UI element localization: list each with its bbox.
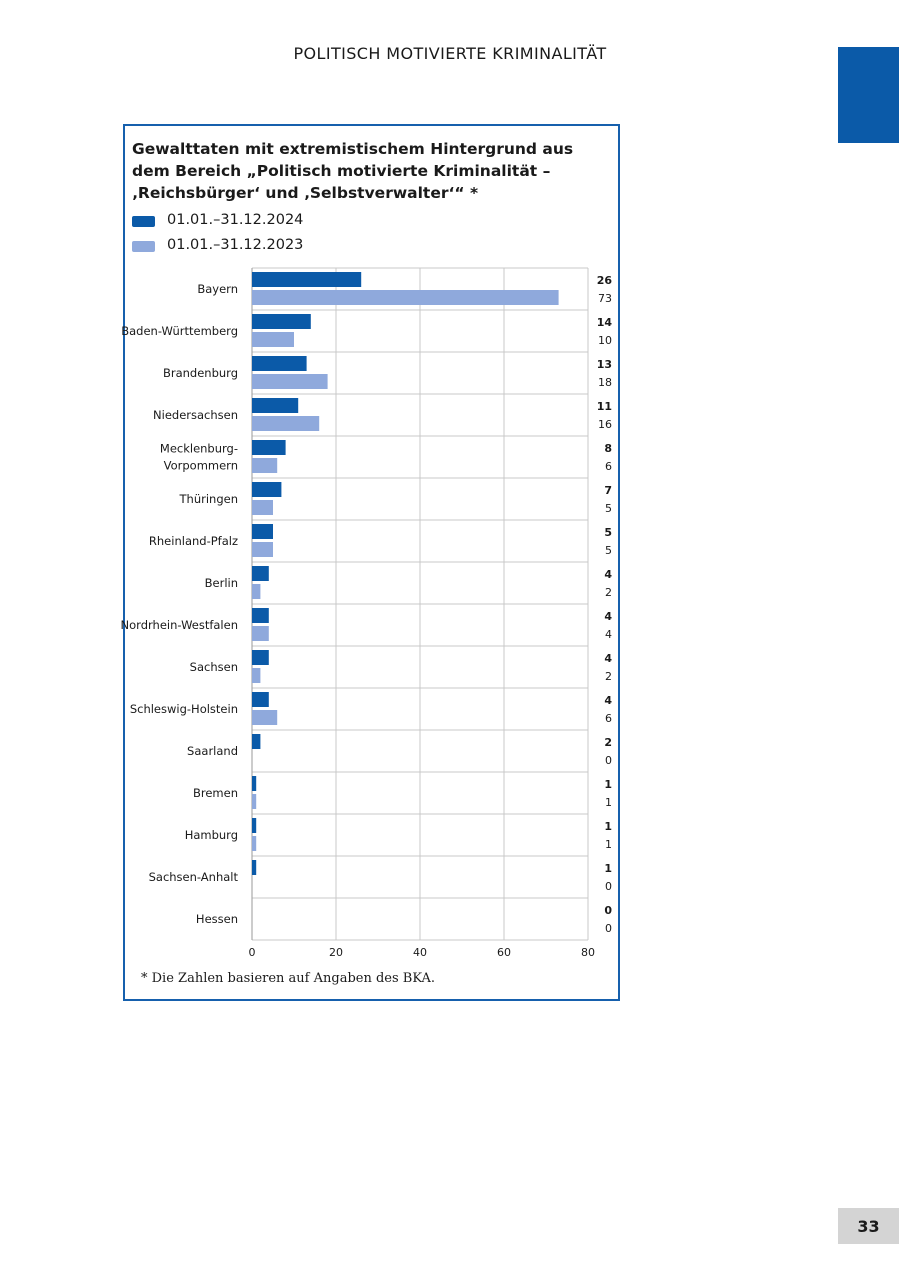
- bar-2024: [252, 440, 286, 455]
- value-label-2023: 10: [598, 334, 612, 347]
- chart-footnote: * Die Zahlen basieren auf Angaben des BKA.: [141, 971, 436, 986]
- bar-2023: [252, 584, 260, 599]
- value-label-2024: 7: [604, 484, 612, 497]
- bar-2023: [252, 836, 256, 851]
- category-label: Niedersachsen: [153, 408, 238, 422]
- category-label: Schleswig-Holstein: [129, 702, 238, 716]
- bar-2023: [252, 668, 260, 683]
- bar-2024: [252, 524, 273, 539]
- bar-2024: [252, 734, 260, 749]
- value-label-2024: 1: [604, 862, 612, 875]
- bar-2024: [252, 692, 269, 707]
- bar-2024: [252, 776, 256, 791]
- value-label-2023: 73: [598, 292, 612, 305]
- category-label: Sachsen-Anhalt: [148, 870, 238, 884]
- category-label: Berlin: [204, 576, 238, 590]
- x-tick-label: 20: [329, 946, 343, 959]
- bar-2024: [252, 860, 256, 875]
- chart-title: Gewalttaten mit extremistischem Hintergrund aus dem Bereich „Politisch motivierte Kriminalität – ‚Reichsbürger‘ und ‚Selbstverwalter‘“ *: [132, 140, 574, 202]
- value-label-2024: 26: [596, 274, 612, 287]
- bar-2024: [252, 608, 269, 623]
- x-tick-label: 40: [413, 946, 427, 959]
- bar-2023: [252, 626, 269, 641]
- category-label: Bayern: [197, 282, 238, 296]
- bar-2023: [252, 374, 328, 389]
- bar-2024: [252, 272, 361, 287]
- category-label: Mecklenburg-: [159, 441, 238, 456]
- value-label-2024: 4: [604, 652, 612, 665]
- bar-2023: [252, 458, 277, 473]
- bar-2024: [252, 482, 281, 497]
- value-label-2023: 2: [605, 586, 612, 599]
- bar-2023: [252, 710, 277, 725]
- page-header: POLITISCH MOTIVIERTE KRIMINALITÄT: [293, 44, 607, 63]
- bar-2023: [252, 332, 294, 347]
- value-label-2023: 0: [605, 754, 612, 767]
- category-label: Hessen: [195, 912, 238, 926]
- category-label: Saarland: [187, 744, 238, 758]
- category-label: Vorpommern: [163, 458, 238, 473]
- category-label: Sachsen: [189, 660, 238, 674]
- value-label-2024: 1: [604, 820, 612, 833]
- bar-2023: [252, 290, 559, 305]
- x-tick-label: 60: [497, 946, 511, 959]
- category-label: Bremen: [192, 786, 238, 800]
- bar-2024: [252, 398, 298, 413]
- x-tick-label: 0: [248, 946, 256, 959]
- bar-2023: [252, 416, 319, 431]
- bar-2024: [252, 356, 307, 371]
- legend-label-2023: 01.01.–31.12.2023: [167, 237, 304, 253]
- value-label-2023: 0: [605, 922, 612, 935]
- value-label-2024: 14: [596, 316, 612, 329]
- category-label: Thüringen: [179, 492, 238, 506]
- value-label-2023: 1: [605, 838, 612, 851]
- value-label-2023: 6: [605, 712, 612, 725]
- value-label-2023: 5: [605, 544, 612, 557]
- value-label-2023: 4: [605, 628, 612, 641]
- value-label-2023: 1: [605, 796, 612, 809]
- bar-2023: [252, 794, 256, 809]
- bar-2023: [252, 500, 273, 515]
- bar-2024: [252, 650, 269, 665]
- value-label-2024: 4: [604, 568, 612, 581]
- bar-2024: [252, 314, 311, 329]
- legend-label-2024: 01.01.–31.12.2024: [167, 212, 304, 228]
- category-label: Rheinland-Pfalz: [148, 534, 238, 548]
- category-label: Hamburg: [184, 828, 238, 842]
- category-label: Nordrhein-Westfalen: [120, 618, 238, 632]
- value-label-2024: 4: [604, 610, 612, 623]
- value-label-2024: 2: [604, 736, 612, 749]
- value-label-2024: 1: [604, 778, 612, 791]
- page-number: 33: [838, 1208, 899, 1244]
- bar-2023: [252, 542, 273, 557]
- value-label-2023: 2: [605, 670, 612, 683]
- category-label: Brandenburg: [162, 366, 238, 380]
- value-label-2024: 8: [604, 442, 612, 455]
- value-label-2023: 18: [598, 376, 612, 389]
- value-label-2024: 0: [604, 904, 612, 917]
- value-label-2024: 5: [604, 526, 612, 539]
- x-tick-label: 80: [581, 946, 595, 959]
- value-label-2023: 0: [605, 880, 612, 893]
- value-label-2023: 5: [605, 502, 612, 515]
- value-label-2023: 6: [605, 460, 612, 473]
- value-label-2024: 4: [604, 694, 612, 707]
- value-label-2024: 13: [596, 358, 612, 371]
- value-label-2024: 11: [596, 400, 612, 413]
- category-label: Baden-Württemberg: [121, 324, 238, 338]
- bar-2024: [252, 818, 256, 833]
- value-label-2023: 16: [598, 418, 612, 431]
- bar-2024: [252, 566, 269, 581]
